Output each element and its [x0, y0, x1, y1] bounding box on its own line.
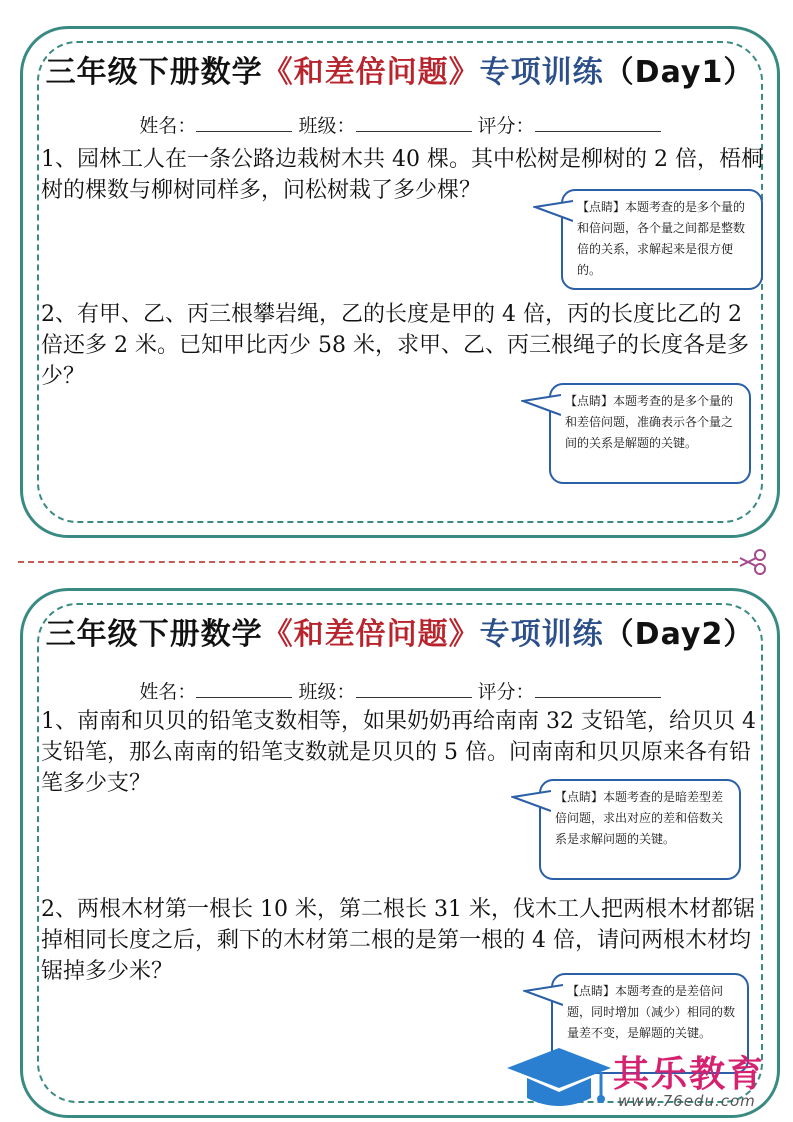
- hint-bubble-2: 【点睛】本题考查的是多个量的和差倍问题，准确表示各个量之间的关系是解题的关键。: [549, 383, 751, 484]
- page-title-day1: 三年级下册数学《和差倍问题》专项训练（Day1）: [45, 55, 755, 90]
- cut-line: [18, 561, 738, 563]
- student-info-row: 姓名： 班级： 评分：: [23, 677, 777, 704]
- speech-tail: [523, 981, 563, 1011]
- score-blank[interactable]: [535, 130, 661, 132]
- logo-url: www.76edu.com: [618, 1092, 756, 1110]
- question-1: 1、南南和贝贝的铅笔支数相等，如果奶奶再给南南 32 支铅笔，给贝贝 4 支铅笔，那么南南的铅笔支数就是贝贝的 5 倍。问南南和贝贝原来各有铅笔多少支？: [41, 709, 756, 796]
- name-blank[interactable]: [196, 130, 292, 132]
- name-blank[interactable]: [196, 696, 292, 698]
- worksheet-day2: [20, 588, 780, 1118]
- question-2: 2、两根木材第一根长 10 米，第二根长 31 米，伐木工人把两根木材都锯掉相同长度之后，剩下的木材第二根的是第一根的 4 倍，请问两根木材均锯掉多少米？: [41, 897, 755, 984]
- speech-tail: [533, 197, 573, 227]
- class-blank[interactable]: [356, 696, 472, 698]
- scissors-icon: [738, 548, 768, 576]
- hint-bubble-1: 【点睛】本题考查的是多个量的和倍问题，各个量之间都是整数倍的关系，求解起来是很方便的。: [561, 189, 763, 290]
- question-1: 1、园林工人在一条公路边栽树木共 40 棵。其中松树是柳树的 2 倍，梧桐树的棵数与柳树同样多，问松树栽了多少棵？: [41, 147, 763, 203]
- question-2: 2、有甲、乙、丙三根攀岩绳，乙的长度是甲的 4 倍，丙的长度比乙的 2 倍还多 2 米。已知甲比丙少 58 米，求甲、乙、丙三根绳子的长度各是多少？: [41, 302, 749, 389]
- student-info-row: 姓名： 班级： 评分：: [23, 111, 777, 138]
- worksheet-day1: [20, 26, 780, 538]
- page-title-day2: 三年级下册数学《和差倍问题》专项训练（Day2）: [45, 617, 755, 652]
- brand-logo: [505, 1046, 790, 1116]
- class-blank[interactable]: [356, 130, 472, 132]
- speech-tail: [511, 787, 551, 817]
- score-blank[interactable]: [535, 696, 661, 698]
- logo-text: 其乐教育: [613, 1054, 766, 1095]
- speech-tail: [521, 391, 561, 421]
- graduation-cap-icon: [505, 1046, 615, 1110]
- hint-bubble-1: 【点睛】本题考查的是暗差型差倍问题，求出对应的差和倍数关系是求解问题的关键。: [539, 779, 741, 880]
- hint-bubble-3: 【点睛】本题考查的是差倍问题，同时增加（减少）相同的数量差不变，是解题的关键。: [551, 973, 749, 1074]
